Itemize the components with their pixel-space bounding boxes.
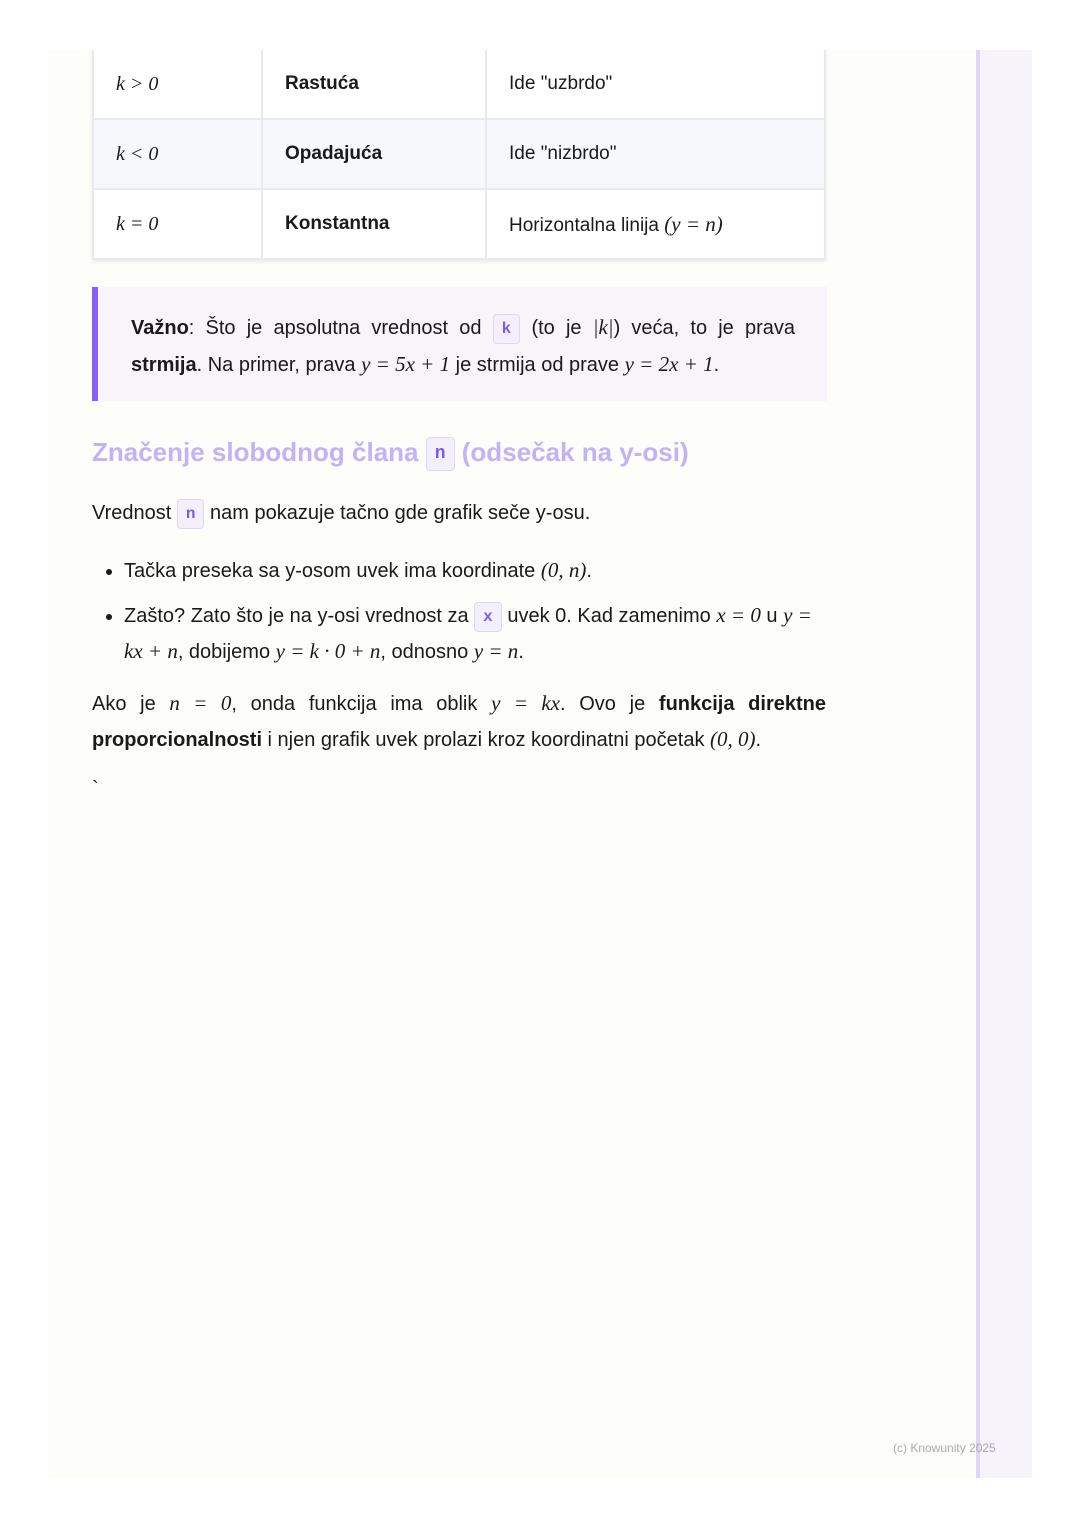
description: Ide "uzbrdo" <box>486 50 825 119</box>
table-row <box>93 189 825 259</box>
sidebar <box>976 50 1032 1478</box>
table-row <box>93 50 825 119</box>
text: i njen grafik uvek prolazi kroz koordinatni početak <box>262 729 711 751</box>
description <box>486 189 825 259</box>
bullet-list <box>92 553 824 679</box>
math: y = k · 0 + n <box>275 639 381 663</box>
table-row <box>93 119 825 189</box>
text: uvek 0. Kad zamenimo <box>501 605 717 627</box>
direct-proportion-paragraph <box>92 686 826 758</box>
math: y = 5x + 1 <box>361 352 451 376</box>
math: (0, 0) <box>710 727 756 751</box>
intro-paragraph <box>92 496 590 531</box>
text: Zašto? Zato što je na y-osi vrednost za <box>124 605 475 627</box>
text: u <box>760 605 784 627</box>
important-callout <box>92 287 827 401</box>
inline-code: x <box>474 602 502 632</box>
text: . Ovo je <box>560 693 659 715</box>
text: Značenje slobodnog člana <box>92 437 426 467</box>
text: . <box>713 354 720 376</box>
text: : Što je apsolutna vrednost od <box>188 317 493 339</box>
footer-copyright: (c) Knowunity 2025 <box>893 1441 996 1455</box>
bold-text: strmija <box>131 354 197 376</box>
text: nam pokazuje tačno gde grafik seče y-osu. <box>204 502 591 524</box>
text: je strmija od prave <box>450 354 625 376</box>
condition: k < 0 <box>93 119 262 189</box>
behavior: Opadajuća <box>262 119 486 189</box>
text: . <box>518 641 524 663</box>
text: . <box>755 729 762 751</box>
math: n = 0 <box>169 691 232 715</box>
text: , odnosno <box>380 641 474 663</box>
stray-backtick: ` <box>92 778 99 800</box>
inline-code: n <box>426 437 455 471</box>
math: (y = n) <box>664 211 723 236</box>
text: Tačka preseka sa y-osom uvek ima koordinate <box>124 560 541 582</box>
math: y = 2x + 1 <box>624 352 714 376</box>
condition: k > 0 <box>93 50 262 119</box>
description-text: Horizontalna linija <box>509 214 665 236</box>
inline-code: n <box>177 499 205 529</box>
text: . Na primer, prava <box>196 354 362 376</box>
bold-text: funkcija direktne proporcionalnosti <box>92 693 826 751</box>
text: , onda funkcija ima oblik <box>231 693 492 715</box>
text: . <box>586 560 592 582</box>
list-item <box>124 553 824 589</box>
inline-code: k <box>493 314 521 344</box>
slope-table <box>92 50 826 260</box>
callout-label: Važno <box>131 317 189 339</box>
text: , dobijemo <box>177 641 276 663</box>
behavior: Rastuća <box>262 50 486 119</box>
math: y = kx + n <box>124 603 812 663</box>
text: Ako je <box>92 693 170 715</box>
math: y = n <box>473 639 519 663</box>
condition: k = 0 <box>93 189 262 259</box>
behavior: Konstantna <box>262 189 486 259</box>
section-heading <box>92 437 689 471</box>
description: Ide "nizbrdo" <box>486 119 825 189</box>
math: |k| <box>592 315 614 339</box>
math: y = kx <box>491 691 560 715</box>
text: (to je <box>520 317 593 339</box>
text: ) veća, to je prava <box>613 317 795 339</box>
list-item <box>124 598 824 670</box>
math: x = 0 <box>716 603 761 627</box>
math: (0, n) <box>540 558 587 582</box>
page <box>48 50 976 1478</box>
text: (odsečak na y-osi) <box>454 437 689 467</box>
text: Vrednost <box>92 502 177 524</box>
